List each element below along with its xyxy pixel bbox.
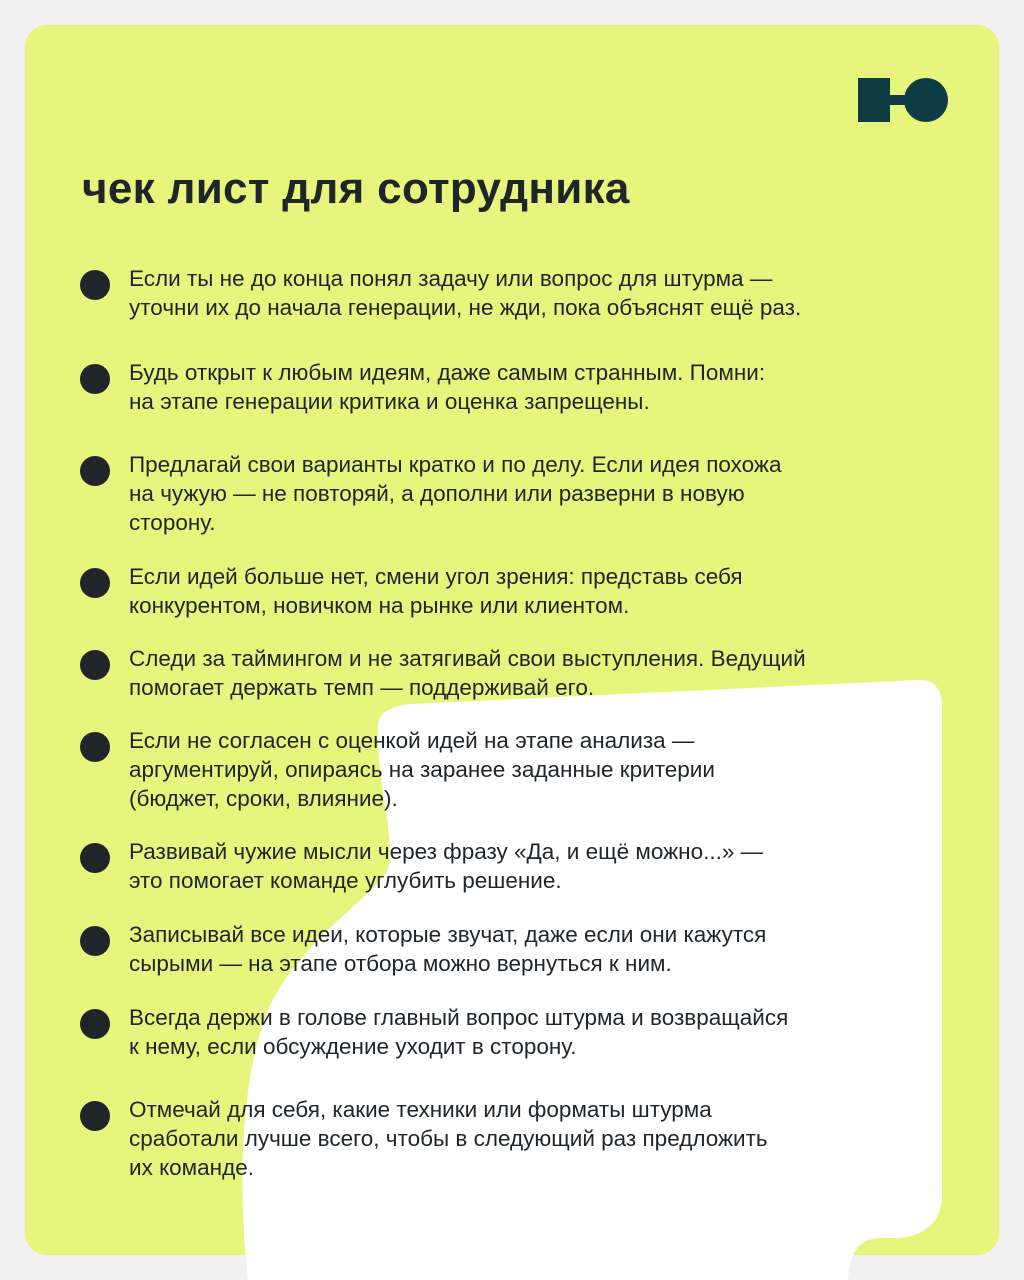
bullet-icon (80, 1101, 110, 1131)
checklist-item-text: Если идей больше нет, смени угол зрения: представь себя конкурентом, новичком на рынке или клиентом. (129, 564, 743, 618)
checklist-item-text: Всегда держи в голове главный вопрос штурма и возвращайся к нему, если обсуждение уходит в сторону. (129, 1005, 789, 1059)
bullet-icon (80, 456, 110, 486)
bullet-icon (80, 568, 110, 598)
checklist-item-text: Если ты не до конца понял задачу или вопрос для штурма — уточни их до начала генерации, не жди, пока объяснят ещё раз. (129, 266, 802, 320)
bullet-icon (80, 732, 110, 762)
bullet-icon (80, 926, 110, 956)
checklist-item-text: Отмечай для себя, какие техники или форматы штурма сработали лучше всего, чтобы в следующий раз предложить их команде. (129, 1097, 768, 1180)
bullet-icon (80, 1009, 110, 1039)
bullet-icon (80, 843, 110, 873)
checklist-item-text: Если не согласен с оценкой идей на этапе анализа — аргументируй, опираясь на заранее заданные критерии (бюджет, сроки, влияние). (129, 728, 715, 811)
bullet-icon (80, 270, 110, 300)
checklist-item-text: Будь открыт к любым идеям, даже самым странным. Помни: на этапе генерации критика и оценка запрещены. (129, 360, 766, 414)
checklist-item-text: Предлагай свои варианты кратко и по делу. Если идея похожа на чужую — не повторяй, а дополни или разверни в новую сторону. (129, 452, 782, 535)
checklist-item-text: Развивай чужие мысли через фразу «Да, и ещё можно...» — это помогает команде углубить решение. (129, 839, 764, 893)
bullet-icon (80, 364, 110, 394)
checklist-item-text: Записывай все идеи, которые звучат, даже если они кажутся сырыми — на этапе отбора можно вернуться к ним. (129, 922, 767, 976)
checklist-item-text: Следи за таймингом и не затягивай свои выступления. Ведущий помогает держать темп — поддерживай его. (129, 646, 806, 700)
brand-logo-icon (858, 78, 948, 122)
page-title: чек лист для сотрудника (82, 164, 630, 213)
bullet-icon (80, 650, 110, 680)
